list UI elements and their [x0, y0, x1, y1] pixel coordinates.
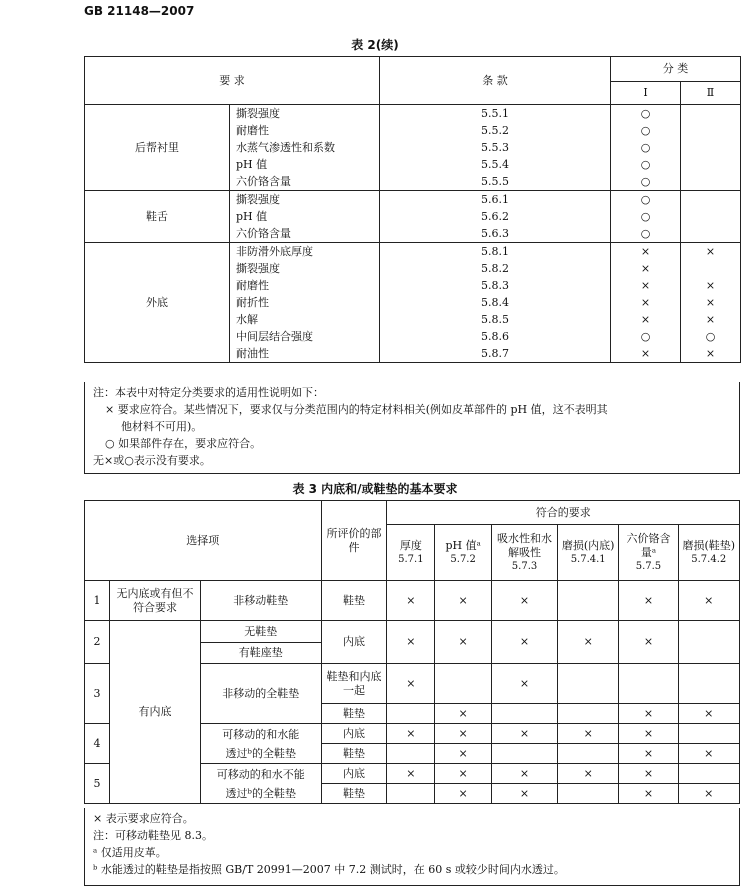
- t2-class1: ○: [611, 156, 681, 173]
- t2-part: 鞋舌: [85, 191, 230, 243]
- t3-note-line: ᵃ 仅适用皮革。: [93, 846, 167, 859]
- t3-col-clause: 5.7.5: [635, 560, 662, 572]
- table2-caption: 表 2(续): [351, 38, 399, 52]
- t2-head-c1: Ⅰ: [611, 82, 681, 105]
- t3-note-line: ᵇ 水能透过的鞋垫是指按照 GB/T 20991—2007 中 7.2 测试时，在 60 s 或较少时间内水透过。: [93, 863, 565, 876]
- table3-notes: [84, 808, 740, 886]
- t2-class1: ×: [611, 260, 681, 277]
- t2-class2: ×: [681, 277, 741, 294]
- t2-item: 耐磨性: [230, 277, 380, 294]
- t2-class1: ○: [611, 122, 681, 139]
- t3-value: ×: [492, 581, 558, 621]
- t3-row-no: 3: [85, 664, 110, 724]
- t3-option: 非移动鞋垫: [200, 581, 321, 621]
- t2-note-line: 无×或○表示没有要求。: [93, 454, 211, 467]
- t3-value: ×: [435, 621, 492, 664]
- t2-clause: 5.8.1: [380, 243, 611, 261]
- t3-col-head: [435, 525, 492, 581]
- t3-value: ×: [435, 724, 492, 744]
- t2-class2: [681, 173, 741, 191]
- t2-class2: ×: [681, 311, 741, 328]
- t3-value: ×: [619, 621, 678, 664]
- t3-value: [619, 664, 678, 704]
- t2-class1: ○: [611, 173, 681, 191]
- t3-col-clause: 5.7.1: [398, 553, 424, 565]
- t3-col-head: [619, 525, 678, 581]
- t2-item: 耐磨性: [230, 122, 380, 139]
- t3-value: ×: [619, 581, 678, 621]
- t3-option: 有鞋座垫: [200, 643, 321, 664]
- t2-row: [85, 191, 741, 209]
- t3-value: ×: [619, 764, 678, 784]
- t3-value: ×: [558, 621, 619, 664]
- t3-row-no: 4: [85, 724, 110, 764]
- t3-col-name: pH 值ᵃ: [445, 538, 481, 552]
- t3-part: 内底: [321, 764, 387, 784]
- t3-value: ×: [387, 581, 435, 621]
- t3-note-line: 注：可移动鞋垫见 8.3。: [93, 829, 213, 842]
- standard-number: GB 21148—2007: [84, 4, 195, 18]
- t2-clause: 5.8.2: [380, 260, 611, 277]
- t2-item: 非防滑外底厚度: [230, 243, 380, 261]
- t2-item: pH 值: [230, 156, 380, 173]
- t2-class1: ×: [611, 311, 681, 328]
- t2-class2: ×: [681, 294, 741, 311]
- t2-class1: ×: [611, 294, 681, 311]
- t2-item: 六价铬含量: [230, 173, 380, 191]
- t2-head-req: 要 求: [85, 57, 380, 105]
- t2-clause: 5.6.3: [380, 225, 611, 243]
- t2-class2: [681, 122, 741, 139]
- t3-row-no: 1: [85, 581, 110, 621]
- t3-value: ×: [558, 764, 619, 784]
- t2-class1: ○: [611, 208, 681, 225]
- table3: [84, 500, 740, 804]
- t3-value: ×: [435, 764, 492, 784]
- t2-class1: ×: [611, 243, 681, 261]
- t2-class2: [681, 139, 741, 156]
- t3-col-clause: 5.7.3: [511, 560, 538, 572]
- t3-col-head: [492, 525, 558, 581]
- t3-part: 内底: [321, 621, 387, 664]
- t3-option: [200, 764, 321, 804]
- t3-option: [200, 724, 321, 764]
- t3-value: [678, 664, 739, 704]
- t3-col-name: 吸水性和水解吸性: [497, 531, 553, 559]
- t3-value: ×: [387, 621, 435, 664]
- t3-value: ×: [435, 784, 492, 804]
- t2-head-clause: 条 款: [380, 57, 611, 105]
- t3-part: 鞋垫: [321, 704, 387, 724]
- t2-clause: 5.8.4: [380, 294, 611, 311]
- t2-class2: [681, 208, 741, 225]
- t2-class2: [681, 260, 741, 277]
- t3-value: ×: [435, 581, 492, 621]
- t2-note-line: 他材料不可用)。: [121, 420, 203, 433]
- t3-value: ×: [678, 784, 739, 804]
- t3-part: 内底: [321, 724, 387, 744]
- t2-clause: 5.5.3: [380, 139, 611, 156]
- t3-value: ×: [492, 784, 558, 804]
- t3-value: ×: [619, 744, 678, 764]
- t3-col-head: [678, 525, 739, 581]
- t2-note-line: 注：本表中对特定分类要求的适用性说明如下：: [93, 386, 324, 399]
- t2-item: 水解: [230, 311, 380, 328]
- t2-note-line: × 要求应符合。某些情况下，要求仅与分类范围内的特定材料相关(例如皮革部件的 pH 值，这不表明其: [105, 403, 608, 416]
- t3-value: ×: [387, 764, 435, 784]
- t3-value: [558, 744, 619, 764]
- t3-category: 无内底或有但不符合要求: [110, 581, 201, 621]
- t3-value: ×: [619, 724, 678, 744]
- t3-value: [558, 784, 619, 804]
- t3-col-name: 厚度: [399, 538, 422, 552]
- t2-item: 耐油性: [230, 345, 380, 363]
- t3-part: 鞋垫: [321, 581, 387, 621]
- t3-part: 鞋垫: [321, 784, 387, 804]
- t3-value: [387, 744, 435, 764]
- t3-value: [678, 621, 739, 664]
- t2-item: 撕裂强度: [230, 105, 380, 123]
- t3-row: [85, 581, 740, 621]
- t3-option: 非移动的全鞋垫: [200, 664, 321, 724]
- t2-item: 六价铬含量: [230, 225, 380, 243]
- t3-option: 无鞋垫: [200, 621, 321, 643]
- t2-clause: 5.5.5: [380, 173, 611, 191]
- t3-value: [492, 744, 558, 764]
- t2-class1: ×: [611, 345, 681, 363]
- t3-value: [678, 764, 739, 784]
- t2-part: 后帮衬里: [85, 105, 230, 191]
- t2-head-class: 分 类: [611, 57, 741, 82]
- t2-item: pH 值: [230, 208, 380, 225]
- t2-class1: ×: [611, 277, 681, 294]
- t3-value: ×: [492, 724, 558, 744]
- t2-class1: ○: [611, 225, 681, 243]
- t3-value: [558, 581, 619, 621]
- t3-value: [435, 664, 492, 704]
- t2-clause: 5.5.4: [380, 156, 611, 173]
- t3-value: ×: [678, 581, 739, 621]
- table3-caption: 表 3 内底和/或鞋垫的基本要求: [292, 482, 458, 496]
- t3-category: 有内底: [110, 621, 201, 804]
- t2-class2: ×: [681, 243, 741, 261]
- t2-clause: 5.8.7: [380, 345, 611, 363]
- t3-value: ×: [678, 744, 739, 764]
- t3-option-line: 可移动的和水不能: [216, 767, 305, 781]
- t3-col-head: [558, 525, 619, 581]
- t3-value: ×: [619, 784, 678, 804]
- t2-row: [85, 243, 741, 261]
- t3-head-conform: 符合的要求: [387, 501, 740, 525]
- t3-value: ×: [435, 744, 492, 764]
- t3-value: ×: [619, 704, 678, 724]
- t2-class2: [681, 156, 741, 173]
- t2-head-c2: Ⅱ: [681, 82, 741, 105]
- t3-col-head: [387, 525, 435, 581]
- t2-class2: [681, 105, 741, 123]
- t3-value: ×: [387, 664, 435, 704]
- t3-col-clause: 5.7.4.1: [570, 553, 606, 565]
- t3-row-no: 2: [85, 621, 110, 664]
- table2: [84, 56, 741, 363]
- t2-item: 中间层结合强度: [230, 328, 380, 345]
- t3-value: ×: [492, 764, 558, 784]
- table2-notes: [84, 382, 740, 474]
- t2-item: 撕裂强度: [230, 191, 380, 209]
- t2-item: 水蒸气渗透性和系数: [230, 139, 380, 156]
- t2-class2: ×: [681, 345, 741, 363]
- t3-option-line: 透过ᵇ的全鞋垫: [225, 786, 296, 800]
- t2-class1: ○: [611, 328, 681, 345]
- t3-note-line: × 表示要求应符合。: [93, 812, 194, 825]
- t3-head-part: 所评价的部件: [321, 501, 387, 581]
- t2-row: [85, 105, 741, 123]
- t2-item: 耐折性: [230, 294, 380, 311]
- t3-col-clause: 5.7.2: [450, 553, 476, 565]
- t3-value: ×: [678, 704, 739, 724]
- t3-value: ×: [492, 621, 558, 664]
- t3-head-option: 选择项: [85, 501, 322, 581]
- t3-col-clause: 5.7.4.2: [691, 553, 727, 565]
- t2-clause: 5.6.2: [380, 208, 611, 225]
- t2-clause: 5.8.6: [380, 328, 611, 345]
- t3-value: ×: [558, 724, 619, 744]
- t3-part: 鞋垫: [321, 744, 387, 764]
- t2-class1: ○: [611, 191, 681, 209]
- t3-option-line: 透过ᵇ的全鞋垫: [225, 746, 296, 760]
- t2-clause: 5.8.3: [380, 277, 611, 294]
- t2-part: 外底: [85, 243, 230, 363]
- t2-class2: [681, 191, 741, 209]
- t3-value: ×: [435, 704, 492, 724]
- t3-value: [492, 704, 558, 724]
- t3-value: ×: [492, 664, 558, 704]
- t3-option-line: 可移动的和水能: [222, 727, 300, 741]
- t2-note-line: ○ 如果部件存在，要求应符合。: [105, 437, 262, 450]
- t2-clause: 5.8.5: [380, 311, 611, 328]
- t2-clause: 5.5.2: [380, 122, 611, 139]
- t3-col-name: 六价铬含量ᵃ: [626, 531, 671, 559]
- t3-part: 鞋垫和内底一起: [321, 664, 387, 704]
- t3-value: [678, 724, 739, 744]
- t3-value: [558, 704, 619, 724]
- t3-row-no: 5: [85, 764, 110, 804]
- t3-value: [558, 664, 619, 704]
- t2-class1: ○: [611, 139, 681, 156]
- t3-col-name: 磨损(内底): [561, 538, 615, 552]
- t3-value: [387, 704, 435, 724]
- t2-clause: 5.6.1: [380, 191, 611, 209]
- t3-value: ×: [387, 724, 435, 744]
- t2-class1: ○: [611, 105, 681, 123]
- t3-row: [85, 621, 740, 643]
- t2-class2: [681, 225, 741, 243]
- t3-value: [387, 784, 435, 804]
- t2-item: 撕裂强度: [230, 260, 380, 277]
- t2-clause: 5.5.1: [380, 105, 611, 123]
- t3-col-name: 磨损(鞋垫): [682, 538, 736, 552]
- t2-class2: ○: [681, 328, 741, 345]
